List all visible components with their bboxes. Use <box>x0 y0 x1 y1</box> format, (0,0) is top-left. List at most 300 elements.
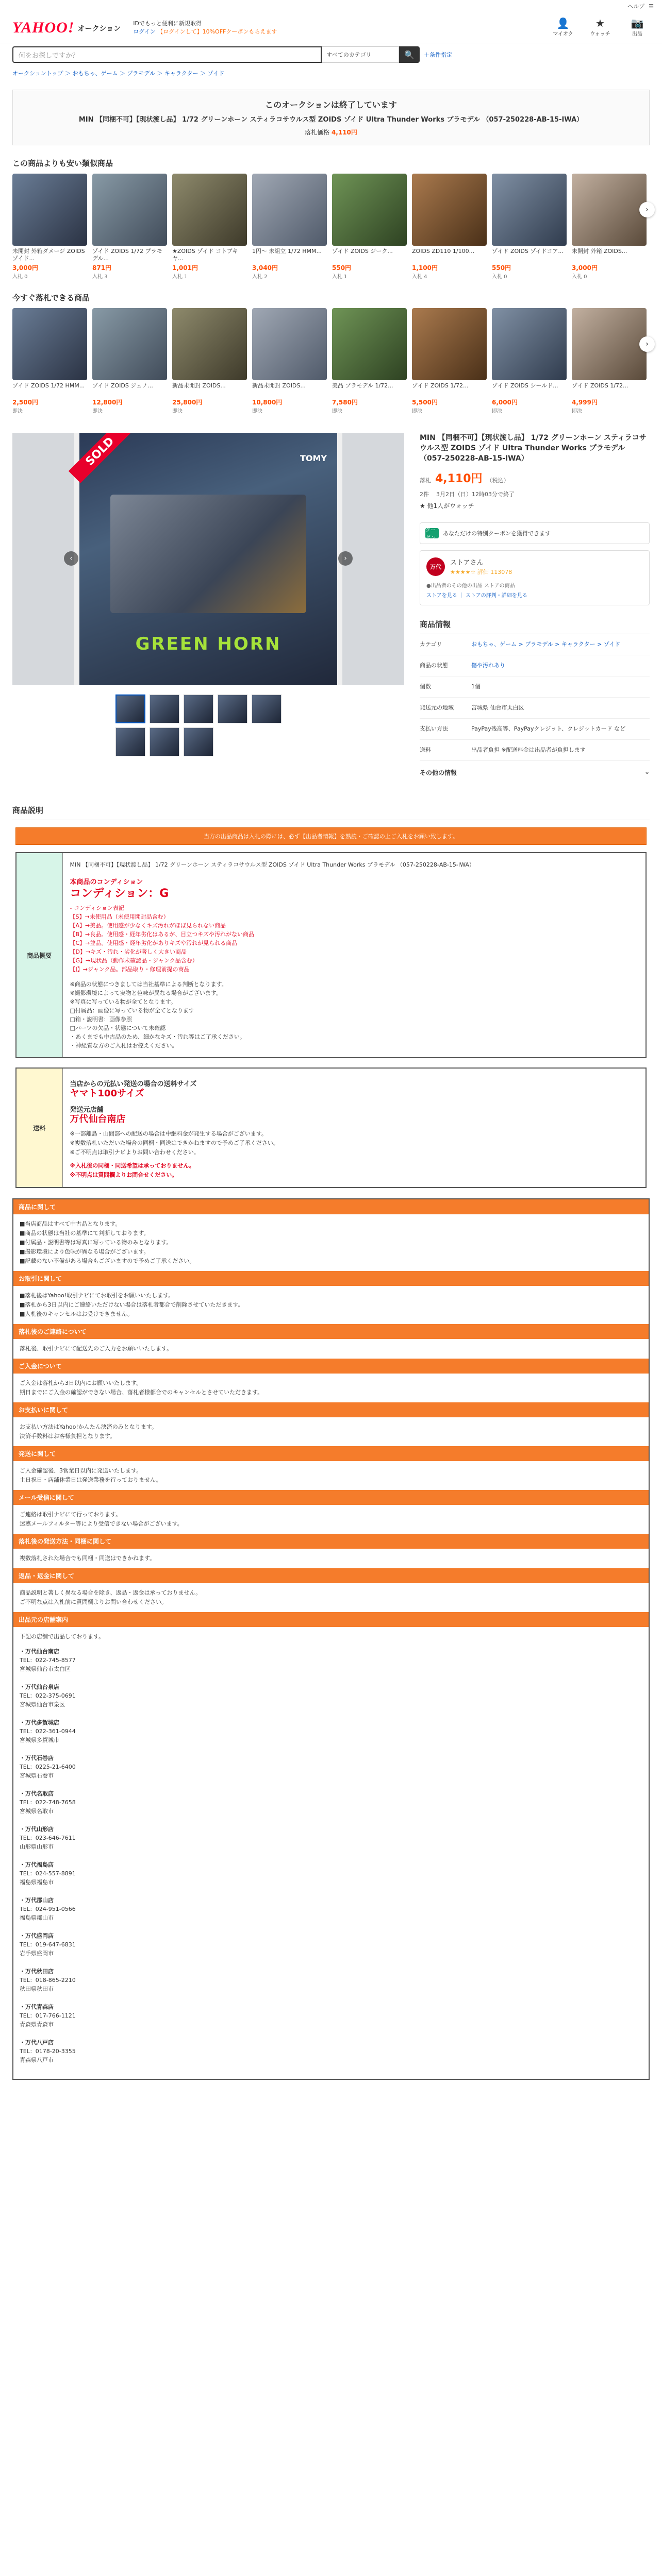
description-content <box>12 827 650 1188</box>
buynow-items-carousel <box>12 308 650 414</box>
logo-subtitle: オークション <box>77 24 121 33</box>
similar-items-title: この商品よりも安い類似商品 <box>12 159 113 168</box>
description-note-line: ・神経質な方のご入札はお控えください。 <box>70 1042 178 1049</box>
logo-text: YAHOO! <box>12 19 75 36</box>
policy-body <box>13 1583 649 1612</box>
policy-heading: お支払いに関して <box>13 1402 649 1417</box>
condition-legend-line: 【S】→未使用品（未使用開封品含む） <box>70 913 169 920</box>
policy-line: 落札後、取引ナビにて配送先のご入力をお願いいたします。 <box>20 1345 173 1352</box>
store-phone: TEL：0225-21-6400 <box>20 1764 76 1770</box>
product-card[interactable] <box>12 308 87 414</box>
policy-line: 期日までにご入金の確認ができない場合、落札者様都合でのキャンセルとさせていただきます。 <box>20 1389 263 1396</box>
product-thumbnail[interactable] <box>252 174 327 246</box>
store-phone: TEL：018-865-2210 <box>20 1977 76 1984</box>
policy-line: ■記載のない不備がある場合もございますので予めご了承ください。 <box>20 1258 195 1264</box>
store-phone: TEL：022-748-7658 <box>20 1799 76 1806</box>
my-auction-button[interactable] <box>551 18 575 37</box>
detail-row <box>420 740 650 761</box>
tax-label: （税込） <box>486 477 509 484</box>
store-name: ・万代八戸店 <box>20 2039 54 2046</box>
product-name[interactable]: ゾイド ZOIDS ジェノ... <box>92 382 153 389</box>
policy-line: ご連絡は取引ナビにて行っております。 <box>20 1511 122 1518</box>
bid-count[interactable]: 2件 <box>420 491 429 498</box>
thumbnail[interactable] <box>218 694 247 723</box>
condition-legend-line: 【J】→ジャンク品。部品取り・修理前提の商品 <box>70 966 190 973</box>
product-thumbnail[interactable] <box>92 308 167 380</box>
policy-line: ■当店商品はすべて中古品となります。 <box>20 1221 121 1227</box>
thumbnail[interactable] <box>252 694 282 723</box>
thumbnail[interactable] <box>115 694 145 723</box>
shipping-size-title: 当店からの元払い発送の場合の送料サイズ <box>70 1080 197 1088</box>
help-link[interactable]: ヘルプ <box>627 3 645 10</box>
detail-label: 商品の状態 <box>420 662 448 669</box>
store-address: 宮城県仙台市泉区 <box>20 1701 65 1708</box>
policy-body <box>13 1505 649 1534</box>
detail-label: 支払い方法 <box>420 725 448 732</box>
product-card[interactable] <box>572 174 647 280</box>
product-price: 10,800円 <box>252 399 283 406</box>
product-thumbnail[interactable] <box>492 308 567 380</box>
product-name[interactable]: 美品 プラモデル 1/72... <box>332 382 393 389</box>
store-list <box>13 1627 649 2079</box>
product-bids: 入札 1 <box>172 274 188 280</box>
product-bids: 入札 0 <box>12 274 28 280</box>
product-card[interactable] <box>252 308 327 414</box>
box-title: GREEN HORN <box>135 634 282 654</box>
store-address: 秋田県秋田市 <box>20 1986 54 1992</box>
product-price: 7,580円 <box>332 399 358 406</box>
product-price: 3,000円 <box>12 264 38 272</box>
product-card[interactable] <box>92 308 167 414</box>
thumbnail[interactable] <box>184 727 213 756</box>
store-list-intro: 下記の店舗で出品しております。 <box>20 1633 105 1640</box>
product-card[interactable] <box>492 308 567 414</box>
ended-price-label: 落札価格 <box>305 129 330 136</box>
chevron-left-icon: ‹ <box>70 554 73 563</box>
store-phone: TEL：0178-20-3355 <box>20 2048 76 2055</box>
store-name: ・万代名取店 <box>20 1790 54 1797</box>
store-name: ・万代石巻店 <box>20 1755 54 1761</box>
product-bids: 入札 4 <box>412 274 427 280</box>
watch-count[interactable]: ★ 他1人がウォッチ <box>420 502 474 510</box>
store-name: ・万代仙台泉店 <box>20 1684 59 1690</box>
product-card[interactable] <box>172 174 247 280</box>
price-value: 4,110円 <box>435 472 483 485</box>
product-card[interactable] <box>332 308 407 414</box>
product-thumbnail[interactable] <box>172 308 247 380</box>
seller-links[interactable]: ストアを見る ｜ ストアの評判・詳細を見る <box>426 593 527 599</box>
store-entry <box>20 1931 642 1958</box>
greeting: IDでもっと便利に新規取得 <box>133 20 202 27</box>
product-thumbnail[interactable] <box>492 174 567 246</box>
condition-legend-line: - コンディション表記 <box>70 905 124 911</box>
detail-value: 宮城県 仙台市太白区 <box>471 704 524 711</box>
shipping-note-line: ※複数落札いただいた場合の同梱・同送はできかねますので予めご了承ください。 <box>70 1140 279 1146</box>
store-entry <box>20 1683 642 1709</box>
product-price: 1,001円 <box>172 264 198 272</box>
description-notes <box>70 980 639 1050</box>
image-gallery <box>12 433 404 784</box>
seller-rating[interactable]: ★★★★☆ 評価 113078 <box>450 569 512 575</box>
advanced-search-link[interactable]: ＋条件指定 <box>424 52 452 58</box>
carousel-next-button[interactable] <box>639 336 655 352</box>
condition-value: コンディション：G <box>70 887 169 900</box>
product-price: 3,040円 <box>252 264 278 272</box>
site-header <box>0 12 662 43</box>
product-thumbnail[interactable] <box>332 308 407 380</box>
policy-heading: 商品に関して <box>13 1199 649 1214</box>
prev-image-button[interactable] <box>64 551 78 566</box>
product-name[interactable]: ゾイド ZOIDS 1/72... <box>412 382 469 389</box>
seller-note: ●出品者のその他の出品 ストアの商品 <box>426 583 515 589</box>
detail-row <box>420 655 650 676</box>
detail-label: カテゴリ <box>420 641 442 648</box>
product-bids: 即決 <box>572 409 582 414</box>
store-address: 青森県青森市 <box>20 2021 54 2028</box>
product-name[interactable]: ゾイド ZOIDS 1/72 プラモデル... <box>92 248 162 262</box>
price-row <box>420 470 650 486</box>
product-thumbnail[interactable] <box>572 308 647 380</box>
product-card[interactable] <box>412 308 487 414</box>
main-image[interactable] <box>79 433 337 685</box>
coupon-text: あなただけの特別クーポンを獲得できます <box>443 530 551 537</box>
product-card[interactable] <box>492 174 567 280</box>
seller-card <box>420 550 650 605</box>
product-thumbnail[interactable] <box>172 174 247 246</box>
description-note-line: □箱・説明書：画像参照 <box>70 1016 132 1023</box>
shipping-store: 万代仙台南店 <box>70 1114 126 1125</box>
price-label: 落札 <box>420 477 431 484</box>
product-card[interactable] <box>332 174 407 280</box>
product-price: 550円 <box>332 264 352 272</box>
item-info-panel <box>420 433 650 784</box>
end-date: 3月2日（日）12時03分で終了 <box>436 491 515 498</box>
store-address: 宮城県仙台市太白区 <box>20 1666 71 1672</box>
product-card[interactable] <box>172 308 247 414</box>
product-name[interactable]: ゾイド ZOIDS ジーク... <box>332 248 393 255</box>
store-name: ・万代秋田店 <box>20 1968 54 1975</box>
detail-row <box>420 698 650 719</box>
store-entry <box>20 1896 642 1922</box>
coupon-icon: クーポン <box>425 528 439 538</box>
policy-heading: 落札後の発送方法・同梱に関して <box>13 1534 649 1549</box>
sell-label: 出品 <box>632 31 642 37</box>
condition-legend-line: 【G】→現状品（動作未確認品・ジャンク品含む） <box>70 957 198 964</box>
detail-row <box>420 634 650 655</box>
policy-line: ■落札から3日以内にご連絡いただけない場合は落札者都合で削除させていただきます。 <box>20 1301 244 1308</box>
description-table <box>15 852 647 1058</box>
product-name[interactable]: ゾイド ZOIDS シールド... <box>492 382 558 389</box>
item-title: MIN 【同梱不可】【現状渡し品】 1/72 グリーンホーン スティラコサウルス型 ZOIDS ゾイド Ultra Thunder Works プラモデル （057-250228-AB-15-IWA） <box>420 434 647 463</box>
condition-legend-line: 【B】→良品。使用感・経年劣化はあるが、目立つキズや汚れがない商品 <box>70 931 255 938</box>
description-note-line: □パーツの欠品・状態について未確認 <box>70 1025 166 1031</box>
policy-line: ご不明な点は入札前に質問欄よりお問い合わせください。 <box>20 1599 167 1605</box>
detail-label: 個数 <box>420 683 431 690</box>
product-card[interactable] <box>412 174 487 280</box>
description-note-line: ・あくまでも中古品のため、細かなキズ・汚れ等はご了承ください。 <box>70 1033 245 1040</box>
product-bids: 即決 <box>12 409 23 414</box>
promo-text[interactable]: 【ログインして】10%OFFクーポンもらえます <box>157 28 277 35</box>
policy-section <box>12 1198 650 2080</box>
logo[interactable] <box>12 19 121 37</box>
product-name[interactable]: ★ZOIDS ゾイド コトブキヤ... <box>172 248 238 262</box>
store-address: 山形県山形市 <box>20 1843 54 1850</box>
detail-value: 1個 <box>471 683 481 690</box>
store-name: ・万代青森店 <box>20 2004 54 2010</box>
product-bids: 即決 <box>412 409 422 414</box>
shipping-warning: ※入札後の同梱・同送希望は承っておりません。 <box>70 1162 195 1169</box>
store-phone: TEL：024-557-8891 <box>20 1870 76 1877</box>
description-note-line: ※商品の状態につきましては当社基準による判断となります。 <box>70 981 227 988</box>
notice-banner: 当方の出品商品は入札の際には、必ず【出品者情報】を熟読・ご確認の上ご入札をお願い致します。 <box>15 827 647 845</box>
category-select[interactable]: すべてのカテゴリ <box>322 46 399 63</box>
shipping-size: ヤマト100サイズ <box>70 1088 144 1099</box>
detail-value[interactable]: おもちゃ、ゲーム > プラモデル > キャラクター > ゾイド <box>471 641 621 648</box>
policy-line: ご入金は落札から3日以内にお願いいたします。 <box>20 1380 142 1386</box>
similar-items-section <box>12 158 650 280</box>
product-name[interactable]: ZOIDS ZD110 1/100... <box>412 248 475 255</box>
detail-row <box>420 676 650 698</box>
shipping-notes <box>70 1129 639 1157</box>
product-bids: 即決 <box>332 409 342 414</box>
auction-ended-banner <box>12 90 650 145</box>
ended-item-title: MIN 【同梱不可】【現状渡し品】 1/72 グリーンホーン スティラコサウルス型 ZOIDS ゾイド Ultra Thunder Works プラモデル （057-250228-AB-15-IWA） <box>78 116 584 124</box>
policy-line: ■付属品・説明書等は写真に写っている物のみとなります。 <box>20 1239 172 1246</box>
coupon-banner[interactable] <box>420 522 650 544</box>
breadcrumb[interactable]: オークショントップ ＞ おもちゃ、ゲーム ＞ プラモデル ＞ キャラクター ＞ ゾイド <box>12 70 225 77</box>
detail-value[interactable]: 傷や汚れあり <box>471 662 505 669</box>
product-bids: 即決 <box>92 409 103 414</box>
store-phone: TEL：024-951-0566 <box>20 1906 76 1912</box>
other-info-label: その他の情報 <box>420 769 457 776</box>
auction-meta <box>420 490 650 498</box>
other-info-toggle[interactable] <box>420 761 650 784</box>
condition-title: 本商品のコンディション <box>70 878 143 886</box>
product-price: 6,000円 <box>492 399 518 406</box>
ended-price <box>21 128 641 137</box>
product-price: 5,500円 <box>412 399 438 406</box>
product-card[interactable] <box>252 174 327 280</box>
search-button[interactable] <box>399 46 420 63</box>
login-link[interactable]: ログイン <box>133 28 156 35</box>
sell-button[interactable] <box>625 18 650 37</box>
product-bids: 即決 <box>492 409 502 414</box>
store-address: 宮城県石巻市 <box>20 1772 54 1779</box>
product-thumbnail[interactable] <box>92 174 167 246</box>
menu-icon[interactable]: ☰ <box>649 3 654 10</box>
user-info <box>133 20 277 36</box>
product-thumbnail[interactable] <box>572 174 647 246</box>
buynow-items-section <box>12 292 650 414</box>
product-price: 550円 <box>492 264 511 272</box>
store-name: ・万代盛岡店 <box>20 1933 54 1939</box>
policy-list <box>13 1199 649 1612</box>
store-name: ・万代福島店 <box>20 1861 54 1868</box>
search-icon: 🔍 <box>404 49 415 60</box>
buynow-items-title: 今すぐ落札できる商品 <box>12 293 90 302</box>
policy-body <box>13 1417 649 1446</box>
store-name: ・万代山形店 <box>20 1826 54 1833</box>
shipping-warning-2: ※不明点は質問欄よりお問合せください。 <box>70 1172 178 1178</box>
product-price: 1,100円 <box>412 264 438 272</box>
product-name[interactable]: 新品未開封 ZOIDS... <box>252 382 306 389</box>
chevron-right-icon: › <box>646 340 649 348</box>
policy-line: ■商品の状態は当社の基準にて判断しております。 <box>20 1230 150 1236</box>
avatar[interactable]: 万代 <box>426 557 445 576</box>
watch-list-label: ウォッチ <box>590 31 610 37</box>
policy-heading: 返品・返金に関して <box>13 1568 649 1583</box>
policy-line: お支払い方法はYahoo!かんたん決済のみとなります。 <box>20 1423 157 1430</box>
condition-legend-line: 【D】→キズ・汚れ・劣化が著しく大きい商品 <box>70 948 187 955</box>
detail-label: 発送元の地域 <box>420 704 454 711</box>
store-address: 宮城県名取市 <box>20 1808 54 1815</box>
condition-legend <box>70 904 639 974</box>
policy-body <box>13 1214 649 1271</box>
policy-heading: ご入金について <box>13 1359 649 1374</box>
product-name[interactable]: ゾイド ZOIDS 1/72 HMM... <box>12 382 85 389</box>
product-price: 4,999円 <box>572 399 598 406</box>
similar-items-carousel <box>12 174 650 280</box>
description-note-line: ※写真に写っている物が全てとなります。 <box>70 998 176 1005</box>
store-entry <box>20 1647 642 1673</box>
shipping-label: 送料 <box>16 1068 62 1188</box>
description-label: 商品概要 <box>16 853 62 1058</box>
product-bids: 入札 0 <box>572 274 587 280</box>
product-card[interactable] <box>572 308 647 414</box>
shipping-note-line: ※ご不明点は取引ナビよりお問い合わせください。 <box>70 1149 200 1156</box>
watch-list-button[interactable] <box>588 18 613 37</box>
thumbnail[interactable] <box>150 694 179 723</box>
next-image-button[interactable] <box>338 551 353 566</box>
product-price: 12,800円 <box>92 399 123 406</box>
item-main-area <box>12 433 650 784</box>
store-entry <box>20 1825 642 1851</box>
thumbnail-strip <box>115 694 311 756</box>
thumbnail[interactable] <box>150 727 179 756</box>
product-price: 871円 <box>92 264 112 272</box>
camera-icon: 📷 <box>631 17 644 29</box>
product-thumbnail[interactable] <box>12 174 87 246</box>
shipping-table <box>15 1067 647 1188</box>
description-note-line: □付属品：画像に写っている物が全てとなります <box>70 1007 194 1014</box>
product-thumbnail[interactable] <box>252 308 327 380</box>
product-bids: 入札 0 <box>492 274 507 280</box>
chevron-down-icon: ⌄ <box>644 768 650 775</box>
product-card[interactable] <box>12 174 87 280</box>
policy-body <box>13 1461 649 1490</box>
chevron-right-icon: › <box>344 554 347 563</box>
store-entry <box>20 1967 642 1993</box>
store-address: 青森県八戸市 <box>20 2057 54 2063</box>
search-input[interactable]: 何をお探しですか？ <box>12 46 322 63</box>
chevron-right-icon: › <box>646 206 649 214</box>
details-table <box>420 634 650 761</box>
seller-name[interactable]: ストアさん <box>450 559 484 567</box>
store-address: 宮城県多賀城市 <box>20 1737 59 1743</box>
store-entry <box>20 1789 642 1816</box>
store-phone: TEL：022-375-0691 <box>20 1692 76 1699</box>
thumbnail[interactable] <box>115 727 145 756</box>
store-entry <box>20 1860 642 1887</box>
carousel-next-button[interactable] <box>639 202 655 217</box>
policy-body <box>13 1549 649 1568</box>
product-name[interactable]: 未開封 外箱ダメージ ZOIDS ゾイド... <box>12 248 85 262</box>
search-bar <box>0 43 662 66</box>
box-brand: TOMY <box>300 453 327 463</box>
product-thumbnail[interactable] <box>412 308 487 380</box>
store-entry <box>20 1754 642 1780</box>
detail-row <box>420 719 650 740</box>
policy-line: ご入金確認後、3営業日以内に発送いたします。 <box>20 1467 142 1474</box>
detail-label: 送料 <box>420 747 431 753</box>
ended-price-value: 4,110円 <box>331 129 357 136</box>
shipping-from-title: 発送元店舗 <box>70 1106 104 1114</box>
policy-body <box>13 1374 649 1402</box>
store-address: 福島県郡山市 <box>20 1914 54 1921</box>
store-entries <box>20 1647 642 2064</box>
product-bids: 入札 3 <box>92 274 108 280</box>
policy-heading: 落札後のご連絡について <box>13 1324 649 1339</box>
my-auction-label: マイオク <box>553 31 573 37</box>
store-phone: TEL：019-647-6831 <box>20 1941 76 1948</box>
store-name: ・万代仙台南店 <box>20 1648 59 1655</box>
details-title: 商品情報 <box>420 619 650 634</box>
product-bids: 入札 2 <box>252 274 268 280</box>
policy-line: 決済手数料はお客様負担となります。 <box>20 1433 116 1439</box>
store-phone: TEL：017-766-1121 <box>20 2012 76 2019</box>
description-title: MIN 【同梱不可】【現状渡し品】 1/72 グリーンホーン スティラコサウルス型 ZOIDS ゾイド Ultra Thunder Works プラモデル （057-250228-AB-15-IWA） <box>70 861 475 868</box>
store-name: ・万代郡山店 <box>20 1897 54 1904</box>
product-card[interactable] <box>92 174 167 280</box>
policy-line: 複数落札された場合でも同梱・同送はできかねます。 <box>20 1555 156 1562</box>
store-list-heading: 出品元の店舗案内 <box>13 1612 649 1627</box>
product-name[interactable]: 1円〜 未組立 1/72 HMM... <box>252 248 322 255</box>
store-phone: TEL：022-361-0944 <box>20 1728 76 1735</box>
store-name: ・万代多賀城店 <box>20 1719 59 1726</box>
product-thumbnail[interactable] <box>412 174 487 246</box>
detail-value: 出品者負担 ※配送料金は出品者が負担します <box>471 747 586 753</box>
thumbnail[interactable] <box>184 694 213 723</box>
product-bids: 入札 1 <box>332 274 347 280</box>
policy-heading: お取引に関して <box>13 1271 649 1286</box>
policy-heading: 発送に関して <box>13 1446 649 1461</box>
product-name[interactable]: 未開封 外箱 ZOIDS... <box>572 248 627 255</box>
product-name[interactable]: ゾイド ZOIDS 1/72... <box>572 382 628 389</box>
ended-title: このオークションは終了しています <box>265 100 397 110</box>
box-artwork <box>110 495 306 613</box>
product-thumbnail[interactable] <box>12 308 87 380</box>
product-thumbnail[interactable] <box>332 174 407 246</box>
product-name[interactable]: 新品未開封 ZOIDS... <box>172 382 226 389</box>
policy-line: 土日祝日・店舗休業日は発送業務を行っておりません。 <box>20 1477 162 1483</box>
store-entry <box>20 2038 642 2064</box>
product-price: 3,000円 <box>572 264 598 272</box>
store-address: 福島県福島市 <box>20 1879 54 1886</box>
policy-heading: メール受信に関して <box>13 1490 649 1505</box>
description-heading: 商品説明 <box>12 805 650 820</box>
detail-value: PayPay残高等、PayPayクレジット、クレジットカード など <box>471 725 626 732</box>
utility-bar <box>0 0 662 12</box>
main-image-frame <box>12 433 404 685</box>
product-price: 25,800円 <box>172 399 203 406</box>
store-entry <box>20 2003 642 2029</box>
product-name[interactable]: ゾイド ZOIDS ゾイドコア... <box>492 248 564 255</box>
star-icon: ★ <box>595 17 605 29</box>
store-entry <box>20 1718 642 1744</box>
policy-line: 商品説明と著しく異なる場合を除き、返品・返金は承っておりません。 <box>20 1589 202 1596</box>
condition-legend-line: 【A】→美品。使用感が少なくキズ汚れがほぼ見られない商品 <box>70 922 226 929</box>
store-phone: TEL：022-745-8577 <box>20 1657 76 1664</box>
